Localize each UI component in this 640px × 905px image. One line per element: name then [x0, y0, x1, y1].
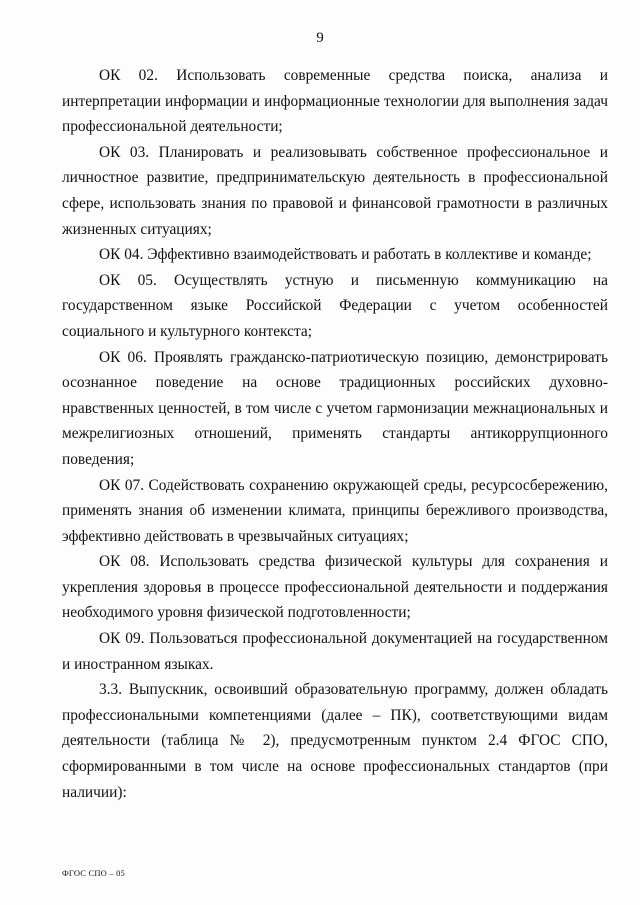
- paragraph-ok-08: ОК 08. Использовать средства физической культуры для сохранения и укрепления здоровья в процессе профессиональной деятельности и поддержания необходимого уровня физической подготовленности;: [62, 553, 608, 622]
- paragraph-ok-03: ОК 03. Планировать и реализовывать собственное профессиональное и личностное развитие, предпринимательскую деятельность в профессиональной сфере, использовать знания по правовой и финансовой грамотности в различных жизненных ситуациях;: [62, 143, 608, 238]
- paragraph-ok-05: ОК 05. Осуществлять устную и письменную коммуникацию на государственном языке Российской Федерации с учетом особенностей социального и культурного контекста;: [62, 271, 608, 340]
- paragraph-ok-09: ОК 09. Пользоваться профессиональной документацией на государственном и иностранном языках.: [62, 630, 608, 673]
- paragraph-ok-02: ОК 02. Использовать современные средства поиска, анализа и интерпретации информации и информационные технологии для выполнения задач профессиональной деятельности;: [62, 67, 608, 136]
- page-number: 9: [316, 30, 324, 46]
- paragraph-3-3: 3.3. Выпускник, освоивший образовательную программу, должен обладать профессиональными компетенциями (далее – ПК), соответствующими видам деятельности (таблица № 2), предусмотренным пунктом 2.4 ФГОС СПО, сформированными в том числе на основе профессиональных стандартов (при наличии):: [62, 681, 608, 801]
- document-footer: ФГОС СПО – 05: [62, 868, 126, 878]
- paragraph-ok-06: ОК 06. Проявлять гражданско-патриотическую позицию, демонстрировать осознанное поведение на основе традиционных российских духовно-нравственных ценностей, в том числе с учетом гармонизации межнациональных и межрелигиозных отношений, применять стандарты антикоррупционного поведения;: [62, 348, 608, 468]
- paragraph-ok-07: ОК 07. Содействовать сохранению окружающей среды, ресурсосбережению, применять знания об изменении климата, принципы бережливого производства, эффективно действовать в чрезвычайных ситуациях;: [62, 476, 608, 545]
- paragraph-ok-04: ОК 04. Эффективно взаимодействовать и работать в коллективе и команде;: [99, 246, 592, 264]
- page-body: [62, 63, 608, 805]
